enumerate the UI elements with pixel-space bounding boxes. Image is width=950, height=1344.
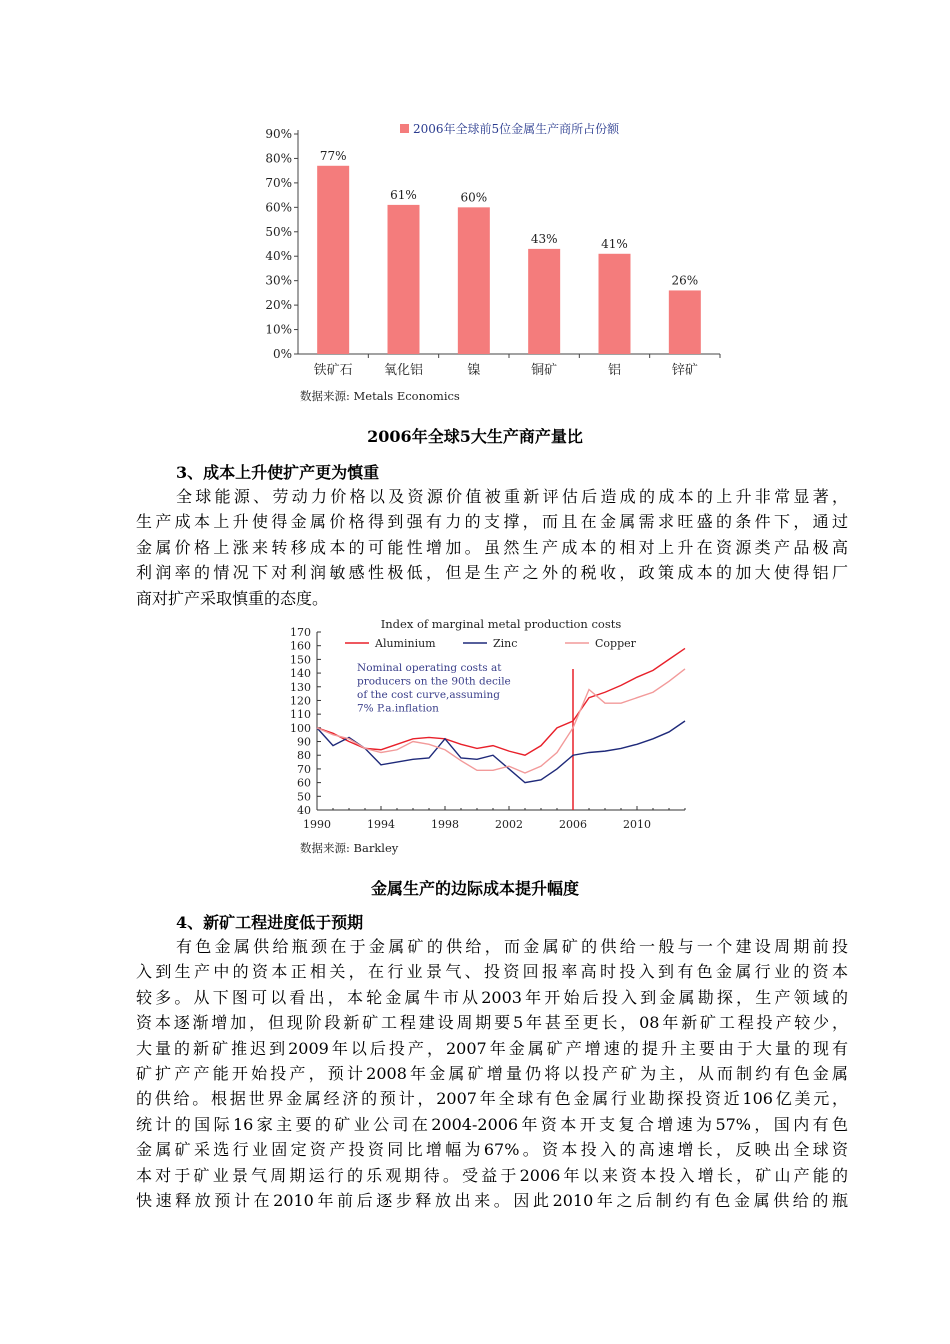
x-tick-label: 2010 <box>623 818 651 831</box>
section3-heading: 3、成本上升使扩产更为慎重 <box>176 463 380 482</box>
chart2-annotation-line: Nominal operating costs at <box>357 662 502 674</box>
section4-line: 本对于矿业景气周期运行的乐观期待。受益于2006年以来资本投入增长，矿山产能的 <box>136 1165 848 1185</box>
section4-line: 金属矿采选行业固定资产投资同比增幅为67%。资本投入的高速增长，反映出全球资 <box>136 1140 848 1160</box>
bar <box>528 249 560 354</box>
y-tick-label: 160 <box>290 639 311 653</box>
section3-line: 全球能源、劳动力价格以及资源价值被重新评估后造成的成本的上升非常显著， <box>176 487 848 506</box>
chart2-caption: 金属生产的边际成本提升幅度 <box>370 879 579 898</box>
y-tick-label: 30% <box>265 273 292 288</box>
bar <box>599 254 631 354</box>
section3-line: 利润率的情况下对利润敏感性极低，但是生产之外的税收，政策成本的加大使得铝厂 <box>136 563 848 583</box>
y-tick-label: 140 <box>290 667 311 681</box>
y-tick-label: 90 <box>297 735 311 749</box>
bar-value-label: 26% <box>671 273 699 288</box>
chart2-annotation-line: of the cost curve,assuming <box>357 689 500 701</box>
chart2-source: 数据来源: Barkley <box>300 841 399 855</box>
y-tick-label: 150 <box>290 653 311 667</box>
y-tick-label: 70 <box>297 762 311 776</box>
y-tick-label: 40 <box>297 804 311 817</box>
legend-label: Copper <box>595 637 636 650</box>
x-category-label: 铝 <box>607 363 622 378</box>
y-tick-label: 120 <box>290 694 311 708</box>
y-tick-label: 90% <box>265 127 292 141</box>
y-tick-label: 50% <box>265 224 292 239</box>
x-tick-label: 1990 <box>303 818 331 831</box>
section3-paragraph <box>136 484 848 611</box>
y-tick-label: 80% <box>265 151 292 166</box>
chart1-source: 数据来源: Metals Economics <box>300 389 460 403</box>
section4-line: 较多。从下图可以看出，本轮金属牛市从2003年开始后投入到金属勘探，生产领域的 <box>136 987 848 1007</box>
x-tick-label: 1998 <box>431 818 459 831</box>
y-tick-label: 110 <box>290 708 311 722</box>
section4-line: 矿扩产产能开始投产，预计2008年金属矿增量仍将以投产矿为主，从而制约有色金属 <box>136 1064 848 1084</box>
x-tick-label: 2006 <box>559 818 587 831</box>
chart2-title: Index of marginal metal production costs <box>380 617 622 631</box>
section3-line: 生产成本上升使得金属价格得到强有力的支撑，而且在金属需求旺盛的条件下，通过 <box>136 512 848 532</box>
legend-label: Zinc <box>493 637 518 650</box>
y-tick-label: 100 <box>290 721 311 735</box>
chart2-annotation-line: 7% P.a.inflation <box>357 702 439 715</box>
bar <box>669 290 701 354</box>
section4-line: 统计的国际16家主要的矿业公司在2004-2006年资本开支复合增速为57%，国内有色 <box>136 1114 848 1134</box>
y-tick-label: 40% <box>265 249 292 264</box>
bar-chart-producer-share <box>250 112 730 384</box>
x-tick-label: 2002 <box>495 818 523 831</box>
section4-line: 的供给。根据世界金属经济的预计，2007年全球有色金属行业勘探投资近106亿美元， <box>136 1089 848 1109</box>
section4-line: 有色金属供给瓶颈在于金属矿的供给，而金属矿的供给一般与一个建设周期前投 <box>176 937 848 956</box>
legend-label: Aluminium <box>375 637 436 650</box>
section4-heading: 4、新矿工程进度低于预期 <box>176 913 364 932</box>
y-tick-label: 50 <box>297 790 311 804</box>
chart1-caption: 2006年全球5大生产商产量比 <box>367 427 583 446</box>
y-tick-label: 170 <box>290 626 311 639</box>
section4-line: 资本逐渐增加，但现阶段新矿工程建设周期要5年甚至更长，08年新矿工程投产较少， <box>136 1013 848 1033</box>
chart2-annotation-line: producers on the 90th decile <box>357 675 511 688</box>
legend-swatch <box>400 124 409 133</box>
bar-value-label: 77% <box>319 148 347 163</box>
bar <box>317 166 349 354</box>
y-tick-label: 60% <box>265 200 292 215</box>
bar-value-label: 41% <box>601 236 628 251</box>
y-tick-label: 60 <box>297 776 311 790</box>
section4-line: 快速释放预计在2010年前后逐步释放出来。因此2010年之后制约有色金属供给的瓶 <box>136 1191 848 1211</box>
legend-label: 2006年全球前5位金属生产商所占份额 <box>413 122 620 136</box>
x-category-label: 铜矿 <box>531 363 558 378</box>
x-category-label: 镍 <box>467 363 481 378</box>
section3-line: 商对扩产采取慎重的态度。 <box>136 588 329 608</box>
y-tick-label: 130 <box>290 680 311 694</box>
bar <box>458 207 490 354</box>
y-tick-label: 10% <box>265 322 292 337</box>
x-category-label: 铁矿石 <box>313 363 353 378</box>
section4-line: 入到生产中的资本正相关，在行业景气、投资回报率高时投入到有色金属行业的资本 <box>136 962 848 982</box>
y-tick-label: 80 <box>297 749 311 763</box>
section4-paragraph <box>136 934 848 1213</box>
y-tick-label: 20% <box>265 298 292 313</box>
y-tick-label: 0% <box>272 347 292 361</box>
bar <box>388 205 420 354</box>
y-tick-label: 70% <box>265 175 292 190</box>
section3-line: 金属价格上涨来转移成本的可能性增加。虽然生产成本的相对上升在资源类产品极高 <box>136 537 848 557</box>
line-chart-marginal-costs <box>283 614 695 838</box>
bar-value-label: 43% <box>530 231 558 246</box>
x-category-label: 锌矿 <box>671 363 698 378</box>
x-category-label: 氧化铝 <box>383 363 424 378</box>
x-tick-label: 1994 <box>367 818 395 831</box>
section4-line: 大量的新矿推迟到2009年以后投产，2007年金属矿产增速的提升主要由于大量的现有 <box>136 1038 848 1058</box>
bar-value-label: 60% <box>460 190 488 205</box>
bar-value-label: 61% <box>390 187 417 202</box>
series-line-zinc <box>317 721 685 783</box>
